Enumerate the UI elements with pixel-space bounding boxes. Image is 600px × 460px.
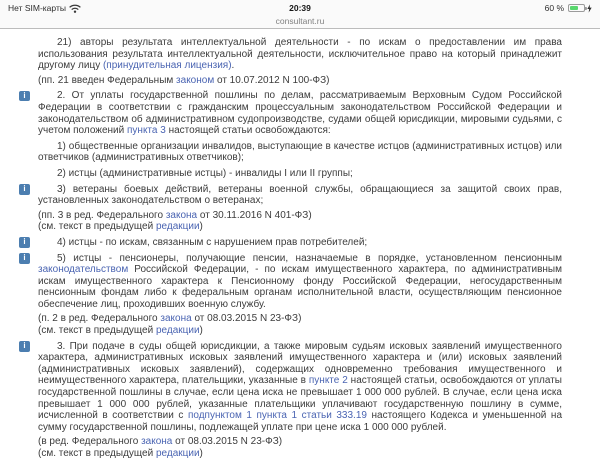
inline-link[interactable]: закона: [160, 313, 192, 325]
inline-link[interactable]: пункте 2: [308, 375, 348, 387]
edit-note-paragraph: (пп. 21 введен Федеральным законом от 10.07.2012 N 100-ФЗ): [38, 74, 330, 86]
inline-link[interactable]: редакции: [155, 325, 200, 337]
battery-fill: [570, 6, 578, 10]
document-paragraph: 1) общественные организации инвалидов, выступающие в качестве истцов (административных истцов) или ответчиков (административных ответчиков);: [38, 140, 562, 164]
battery-percent-label: 60 %: [544, 3, 564, 13]
address-bar-domain[interactable]: consultant.ru: [275, 16, 325, 26]
inline-link[interactable]: (принудительная лицензия): [102, 60, 232, 72]
battery-icon: [568, 4, 585, 12]
document-paragraph: i 4) истцы - по искам, связанным с нарушением прав потребителей;: [38, 237, 562, 249]
inline-link[interactable]: редакции: [155, 221, 200, 233]
edit-note-paragraph: (см. текст в предыдущей редакции): [38, 325, 203, 337]
document-body: [0, 29, 600, 460]
inline-link[interactable]: закона: [165, 209, 198, 221]
charging-bolt-icon: [587, 4, 592, 13]
edit-note-paragraph: (см. текст в предыдущей редакции): [38, 221, 203, 233]
inline-link[interactable]: подпунктом 1 пункта 1 статьи 333.19: [187, 410, 367, 422]
status-center: [0, 3, 600, 26]
status-right: [545, 3, 592, 13]
inline-link[interactable]: редакции: [155, 448, 200, 459]
edit-note-paragraph: (п. 2 в ред. Федерального закона от 08.03.2015 N 23-ФЗ): [38, 313, 302, 325]
info-icon[interactable]: i: [19, 341, 30, 352]
info-icon[interactable]: i: [19, 253, 30, 264]
inline-link[interactable]: законодательством: [38, 264, 129, 276]
document-paragraph: i 5) истцы - пенсионеры, получающие пенсии, назначаемые в порядке, установленном пенсионным законодательством Российской Федерации, - по искам имущественного характера, по административным искам имущественного характера к Пенсионному фонду Российской Федерации, негосударственным пенсионным фондам либо к федеральным органам исполнительной власти, осуществляющим пенсионное обеспечение лиц, проходивших военную службу.: [38, 253, 562, 311]
edit-note-paragraph: (см. текст в предыдущей редакции): [38, 448, 203, 459]
info-icon[interactable]: i: [19, 91, 30, 102]
edit-note-paragraph: (в ред. Федерального закона от 08.03.2015 N 23-ФЗ): [38, 436, 283, 448]
wifi-icon: [69, 4, 81, 13]
document-paragraph: i 3) ветераны боевых действий, ветераны военной службы, обращающиеся за защитой своих прав, установленных законодательством о ветеранах;: [38, 184, 562, 207]
clock: 20:39: [289, 3, 311, 13]
info-icon[interactable]: i: [19, 237, 30, 248]
edit-note-paragraph: (пп. 3 в ред. Федерального закона от 30.11.2016 N 401-ФЗ): [38, 209, 312, 221]
document-paragraph: i 3. При подаче в суды общей юрисдикции, а также мировым судьям исковых заявлений имущественного характера, административных исковых заявлений имущественного характера и (или) исковых заявлений (административных исковых заявлений), содержащих одновременно требования имущественного и неимущественного характера, плательщики, указанные в пункте 2 настоящей статьи, освобождаются от уплаты государственной пошлины в случае, если цена иска не превышает 1 000 000 рублей. В случае, если цена иска превышает 1 000 000 рублей, указанные плательщики уплачивают государственную пошлину в сумме, исчисленной в соответствии с подпунктом 1 пункта 1 статьи 333.19 настоящего Кодекса и уменьшенной на сумму государственной пошлины, подлежащей уплате при цене иска 1 000 000 рублей.: [38, 341, 562, 434]
inline-link[interactable]: пункта 3: [127, 125, 166, 137]
document-paragraph: 2) истцы (административные истцы) - инвалиды I или II группы;: [57, 167, 353, 179]
document-paragraph: i 2. От уплаты государственной пошлины по делам, рассматриваемым Верховным Судом Российской Федерации в соответствии с гражданским процессуальным законодательством Российской Федерации и законодательством об административном судопроизводстве, судами общей юрисдикции, мировыми судьями, с учетом положений пункта 3 настоящей статьи освобождаются:: [38, 90, 562, 136]
carrier-label: Нет SIM-карты: [8, 3, 66, 13]
status-left: [8, 3, 81, 13]
status-bar: [0, 0, 600, 29]
inline-link[interactable]: закона: [141, 436, 173, 448]
info-icon[interactable]: i: [19, 184, 30, 195]
document-paragraph: 21) авторы результата интеллектуальной деятельности - по искам о предоставлении им права использования результата интеллектуальной деятельности, исключительное право на который принадлежит другому лицу (принудительная лицензия).: [38, 37, 562, 72]
inline-link[interactable]: законом: [176, 74, 215, 86]
